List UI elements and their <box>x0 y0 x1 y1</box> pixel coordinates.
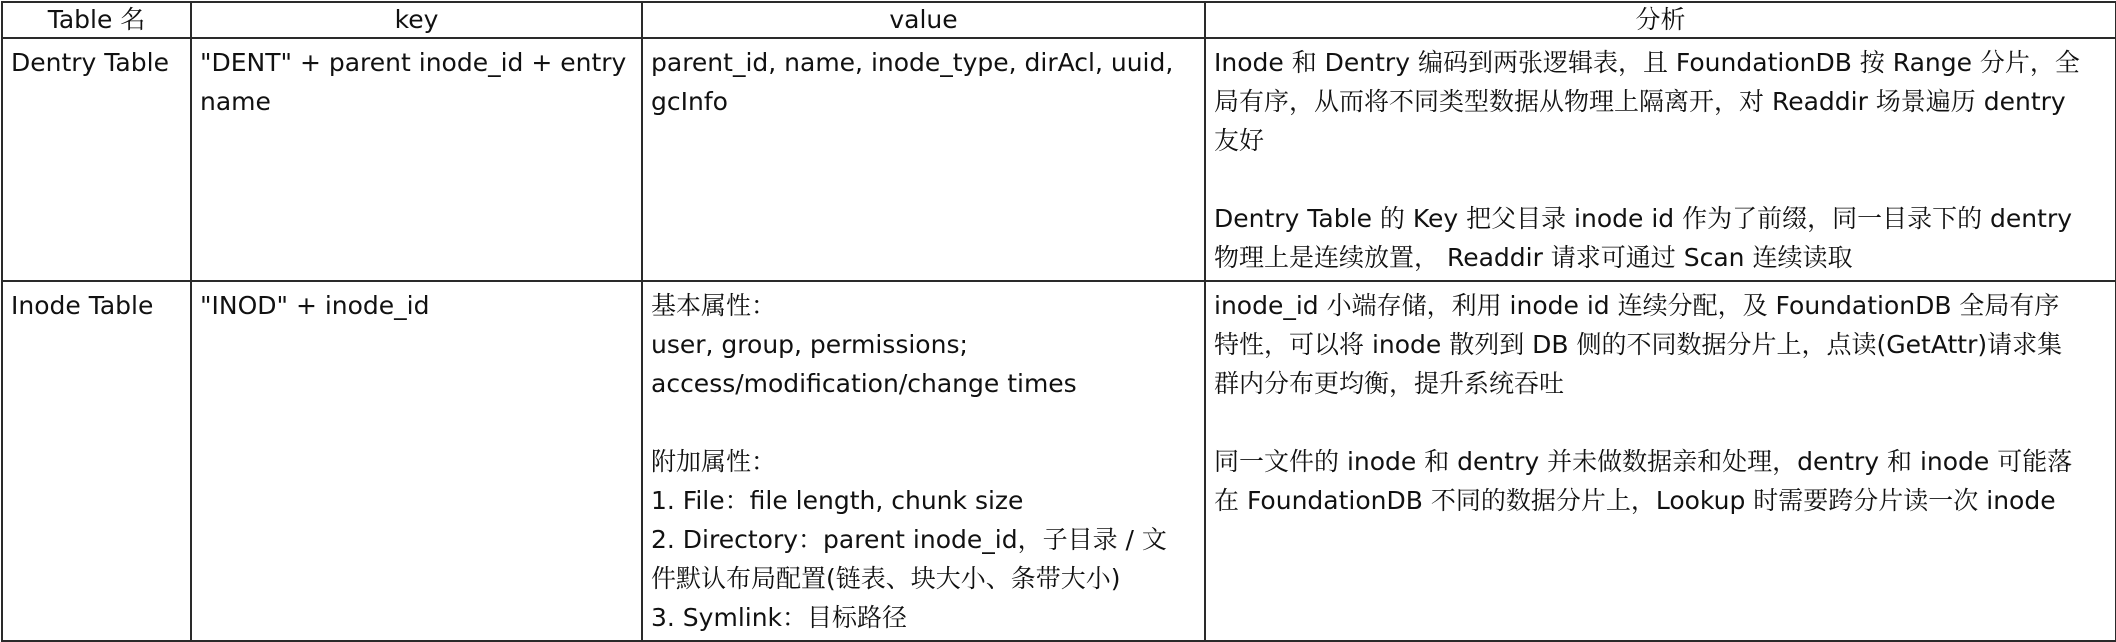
analysis-line: inode_id 小端存储，利用 inode id 连续分配，及 FoundationDB 全局有序 <box>1214 291 2060 320</box>
cell-value <box>642 38 1205 281</box>
value-line: 2. Directory：parent inode_id，子目录 / 文 <box>651 525 1167 554</box>
cell-key <box>191 281 642 641</box>
value-line: 基本属性： <box>651 291 777 320</box>
cell-table-name <box>2 38 191 281</box>
value-line: gcInfo <box>651 87 728 116</box>
analysis-line: 群内分布更均衡，提升系统吞吐 <box>1214 369 1565 398</box>
cell-value <box>642 281 1205 641</box>
table-row <box>2 38 2116 281</box>
analysis-line: 局有序，从而将不同类型数据从物理上隔离开，对 Readdir 场景遍历 dentry <box>1214 87 2066 116</box>
cell-key <box>191 38 642 281</box>
analysis-line: 物理上是连续放置， Readdir 请求可通过 Scan 连续读取 <box>1214 243 1853 272</box>
header-key: key <box>191 2 642 38</box>
header-table-name: Table 名 <box>2 2 191 38</box>
table-name-text: Dentry Table <box>11 48 169 77</box>
header-value: value <box>642 2 1205 38</box>
paragraph-gap <box>1214 160 2107 199</box>
value-line: user, group, permissions; <box>651 330 968 359</box>
metadata-table <box>1 1 2116 642</box>
table-row <box>2 281 2116 641</box>
paragraph-gap <box>651 403 1196 442</box>
key-line: name <box>200 87 271 116</box>
value-line: access/modification/change times <box>651 369 1077 398</box>
key-line: "DENT" + parent inode_id + entry <box>200 48 627 77</box>
header-row <box>2 2 2116 38</box>
cell-table-name <box>2 281 191 641</box>
key-line: "INOD" + inode_id <box>200 291 430 320</box>
cell-analysis <box>1205 281 2116 641</box>
analysis-line: Dentry Table 的 Key 把父目录 inode id 作为了前缀，同一目录下的 dentry <box>1214 204 2073 233</box>
header-analysis: 分析 <box>1205 2 2116 38</box>
value-line: 件默认布局配置(链表、块大小、条带大小) <box>651 564 1121 593</box>
value-line: 1. File：file length, chunk size <box>651 486 1024 515</box>
analysis-line: 友好 <box>1214 126 1265 155</box>
value-line: 附加属性： <box>651 447 777 476</box>
cell-analysis <box>1205 38 2116 281</box>
analysis-line: 特性，可以将 inode 散列到 DB 侧的不同数据分片上，点读(GetAttr)请求集 <box>1214 330 2063 359</box>
value-line: parent_id, name, inode_type, dirAcl, uuid, <box>651 48 1174 77</box>
analysis-line: Inode 和 Dentry 编码到两张逻辑表，且 FoundationDB 按 Range 分片，全 <box>1214 48 2080 77</box>
value-line: 3. Symlink：目标路径 <box>651 603 908 632</box>
paragraph-gap <box>1214 403 2107 442</box>
analysis-line: 在 FoundationDB 不同的数据分片上，Lookup 时需要跨分片读一次 inode <box>1214 486 2056 515</box>
table-name-text: Inode Table <box>11 291 154 320</box>
analysis-line: 同一文件的 inode 和 dentry 并未做数据亲和处理，dentry 和 inode 可能落 <box>1214 447 2073 476</box>
